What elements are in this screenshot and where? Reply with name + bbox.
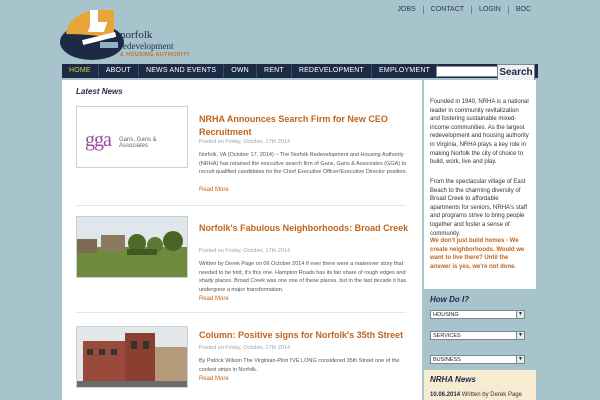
housing-select[interactable] bbox=[430, 310, 525, 319]
nrha-news-panel bbox=[424, 370, 536, 400]
chevron-down-icon[interactable]: ▼ bbox=[516, 332, 524, 339]
services-select[interactable] bbox=[430, 331, 525, 340]
select-value: BUSINESS bbox=[433, 357, 461, 363]
toplink-contact[interactable]: CONTACT bbox=[423, 6, 471, 14]
main-content bbox=[62, 80, 422, 400]
brand-line1: norfolk bbox=[120, 29, 153, 41]
article-excerpt: By Patrick Wilson The Virginian-Pilot I'VE LONG considered 35th Street one of the coolest strips in Norfolk. bbox=[199, 358, 400, 373]
gga-logo-icon: gga bbox=[85, 129, 111, 151]
article-title[interactable]: Column: Positive signs for Norfolk's 35th Street bbox=[199, 330, 404, 340]
divider bbox=[76, 205, 406, 206]
how-do-i-panel bbox=[424, 289, 536, 370]
article-thumbnail[interactable] bbox=[76, 216, 188, 278]
nav-news-and-events[interactable]: NEWS AND EVENTS bbox=[139, 64, 224, 78]
search-button[interactable]: Search bbox=[497, 64, 535, 81]
divider bbox=[76, 312, 406, 313]
search-input[interactable] bbox=[436, 66, 498, 77]
news-text: Written by Derek Page bbox=[461, 392, 522, 398]
street-photo-icon bbox=[77, 327, 188, 388]
news-item[interactable] bbox=[430, 392, 522, 398]
nrha-news-title: NRHA News bbox=[430, 375, 476, 384]
article-title[interactable]: NRHA Announces Search Firm for New CEO Recruitment bbox=[199, 114, 388, 137]
article-date: Posted on Friday, October, 17th 2014 bbox=[199, 248, 291, 254]
how-do-i-title: How Do I? bbox=[430, 295, 470, 304]
read-more-link[interactable]: Read More bbox=[199, 376, 229, 382]
nav-about[interactable]: ABOUT bbox=[99, 64, 139, 78]
toplink-jobs[interactable]: JOBS bbox=[397, 6, 416, 13]
nav-own[interactable]: OWN bbox=[224, 64, 257, 78]
news-date: 10.06.2014 bbox=[430, 392, 461, 398]
select-value: SERVICES bbox=[433, 333, 461, 339]
select-value: HOUSING bbox=[433, 312, 459, 318]
thumbnail-caption: Gans, Gans & Associates bbox=[119, 137, 157, 149]
read-more-link[interactable]: Read More bbox=[199, 296, 229, 302]
latest-news-heading: Latest News bbox=[76, 87, 123, 96]
article-date: Posted on Friday, October, 17th 2014 bbox=[199, 139, 291, 145]
article-date: Posted on Friday, October, 17th 2014 bbox=[199, 345, 291, 351]
article-thumbnail[interactable] bbox=[76, 106, 188, 168]
toplink-login[interactable]: LOGIN bbox=[471, 6, 508, 14]
article-title[interactable]: Norfolk's Fabulous Neighborhoods: Broad Creek bbox=[199, 223, 409, 233]
chevron-down-icon[interactable]: ▼ bbox=[516, 356, 524, 363]
article-excerpt: Norfolk, VA (October 17, 2014) – The Norfolk Redevelopment and Housing Authority (NRHA) has retained the executive search firm of Gans, Gans & Associates (GGA) to recruit qualified candidates for the Chief Executive Officer/Executive Director position. bbox=[199, 152, 408, 175]
utility-links bbox=[390, 6, 538, 14]
neighborhood-photo-icon bbox=[77, 217, 188, 278]
chevron-down-icon[interactable]: ▼ bbox=[516, 311, 524, 318]
about-paragraph-2: From the spectacular village of East Beach to the charming diversity of Broad Creek to affordable apartments for seniors, NRHA's staff and programs strive to bring people together and foster a sense of community. bbox=[430, 179, 528, 237]
business-select[interactable] bbox=[430, 355, 525, 364]
brand-wordmark bbox=[120, 30, 190, 59]
sidebar bbox=[424, 80, 536, 400]
read-more-link[interactable]: Read More bbox=[199, 187, 229, 193]
tagline: We don't just build homes - We create neighborhoods. Would we want to live there? Until the answer is yes, we're not done. bbox=[430, 238, 525, 270]
about-paragraph: Founded in 1940, NRHA is a national leader in community revitalization and fostering sustainable mixed-income communities. As the largest redevelopment and housing authority in Virginia, NRHA plays a key role in making Norfolk the city of choice to build, work, live and play. bbox=[430, 99, 529, 166]
nav-home[interactable]: HOME bbox=[62, 64, 99, 78]
nav-rent[interactable]: RENT bbox=[257, 64, 292, 78]
article-thumbnail[interactable] bbox=[76, 326, 188, 388]
brand-line2: redevelopment bbox=[120, 41, 174, 51]
article-excerpt: Written by Derek Page on 06 October 2014 If ever there were a makeover story that needed to be told, it's this one. Hampton Roads has its fair share of rough edges and shady places. Broad Creek was one one of these places, but in the last decade it has undergone a major transformation. bbox=[199, 261, 407, 293]
brand-line3: & HOUSING AUTHORITY bbox=[120, 52, 191, 58]
site-header bbox=[0, 0, 600, 64]
toplink-boc[interactable]: BOC bbox=[508, 6, 538, 14]
nav-employment[interactable]: EMPLOYMENT bbox=[372, 64, 438, 78]
nav-redevelopment[interactable]: REDEVELOPMENT bbox=[292, 64, 372, 78]
